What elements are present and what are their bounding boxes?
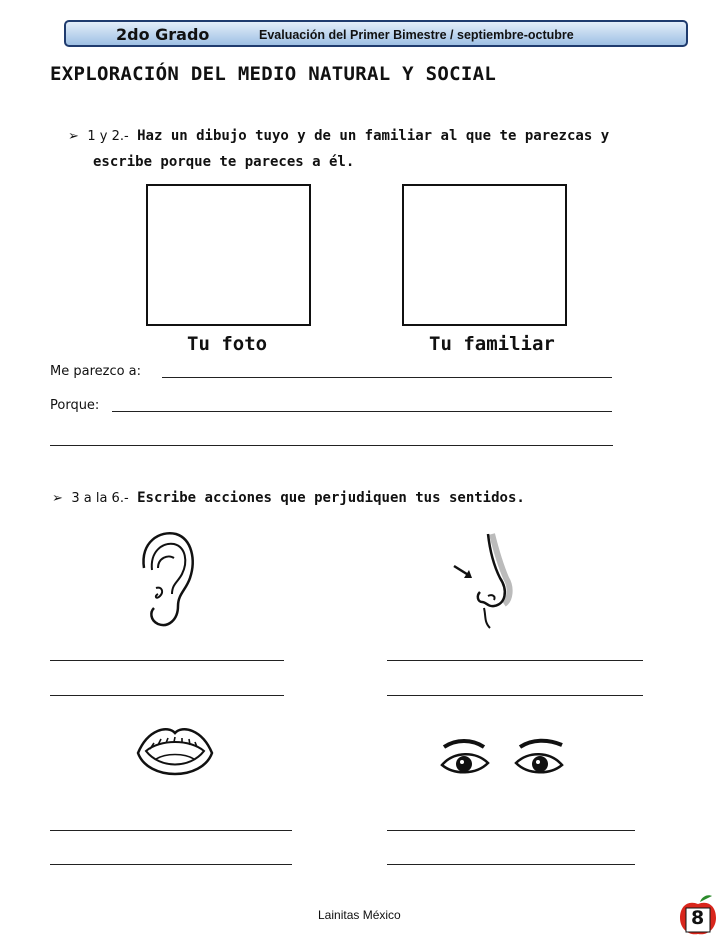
question-1-2 xyxy=(68,128,609,144)
page-badge xyxy=(678,894,718,936)
caption-you: Tu foto xyxy=(187,333,268,355)
eyes-answer-line-2[interactable] xyxy=(387,864,635,865)
page-title: EXPLORACIÓN DEL MEDIO NATURAL Y SOCIAL xyxy=(50,63,497,85)
question-instruction: Escribe acciones que perjudiquen tus sentidos. xyxy=(137,490,525,506)
question-instruction-line1: Haz un dibujo tuyo y de un familiar al que te parezcas y xyxy=(137,128,610,144)
resemble-label: Me parezco a: xyxy=(50,364,142,379)
because-label: Porque: xyxy=(50,398,100,413)
ear-answer-line-2[interactable] xyxy=(50,695,284,696)
footer-text: Lainitas México xyxy=(318,908,401,922)
ear-icon xyxy=(134,528,198,630)
nose-answer-line-2[interactable] xyxy=(387,695,643,696)
header-banner xyxy=(64,20,688,47)
question-number: 3 a la 6.- xyxy=(71,491,129,506)
drawing-box-relative[interactable] xyxy=(402,184,567,326)
question-instruction-line2: escribe porque te pareces a él. xyxy=(93,154,355,170)
eyes-answer-line-1[interactable] xyxy=(387,830,635,831)
arrow-bullet-icon: ➢ xyxy=(68,129,79,144)
eyes-icon xyxy=(436,737,568,783)
question-number: 1 y 2.- xyxy=(87,129,129,144)
caption-relative: Tu familiar xyxy=(429,333,555,355)
question-3-6 xyxy=(52,490,525,506)
nose-answer-line-1[interactable] xyxy=(387,660,643,661)
evaluation-label: Evaluación del Primer Bimestre / septiembre-octubre xyxy=(259,28,574,42)
nose-icon xyxy=(452,530,522,630)
arrow-bullet-icon: ➢ xyxy=(52,491,63,506)
ear-answer-line-1[interactable] xyxy=(50,660,284,661)
grade-label: 2do Grado xyxy=(116,25,210,44)
mouth-icon xyxy=(134,723,216,787)
page-number: 8 xyxy=(691,907,705,929)
mouth-answer-line-1[interactable] xyxy=(50,830,292,831)
resemble-answer-line[interactable] xyxy=(162,377,612,378)
because-answer-line-2[interactable] xyxy=(50,445,613,446)
drawing-box-you[interactable] xyxy=(146,184,311,326)
mouth-answer-line-2[interactable] xyxy=(50,864,292,865)
because-answer-line[interactable] xyxy=(112,411,612,412)
